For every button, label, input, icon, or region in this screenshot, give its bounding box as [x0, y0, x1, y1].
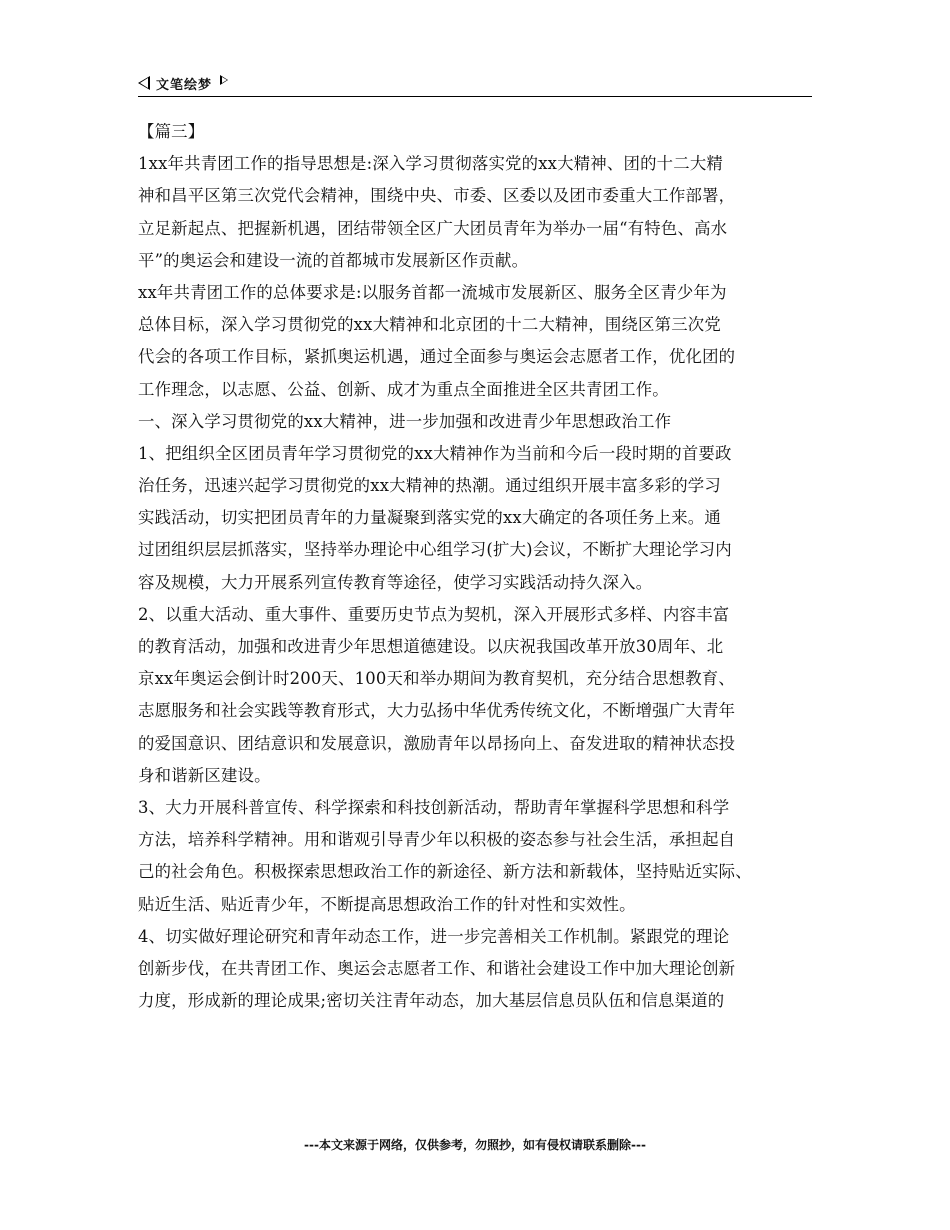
- text-line: 的爱国意识、团结意识和发展意识，激励青年以昂扬向上、奋发进取的精神状态投: [138, 733, 736, 753]
- text-line: 1xx年共青团工作的指导思想是:深入学习贯彻落实党的xx大精神、团的十二大精: [138, 154, 724, 174]
- text-line: 京xx年奥运会倒计时200天、100天和举办期间为教育契机，充分结合思想教育、: [138, 669, 735, 689]
- text-line: 工作理念，以志愿、公益、创新、成才为重点全面推进全区共青团工作。: [138, 379, 669, 399]
- text-line: 志愿服务和社会实践等教育形式，大力弘扬中华优秀传统文化，不断增强广大青年: [138, 701, 736, 721]
- text-line: 代会的各项工作目标，紧抓奥运机遇，通过全面参与奥运会志愿者工作，优化团的: [138, 347, 736, 367]
- text-line: 总体目标，深入学习贯彻党的xx大精神和北京团的十二大精神，围绕区第三次党: [138, 315, 721, 335]
- text-line: 方法，培养科学精神。用和谐观引导青少年以积极的姿态参与社会生活，承担起自: [138, 830, 736, 850]
- text-line: 2、以重大活动、重大事件、重要历史节点为契机，深入开展形式多样、内容丰富: [138, 604, 730, 624]
- text-line: 贴近生活、贴近青少年，不断提高思想政治工作的针对性和实效性。: [138, 894, 636, 914]
- text-line: 3、大力开展科普宣传、科学探索和科技创新活动，帮助青年掌握科学思想和科学: [138, 797, 730, 817]
- page-footer: ---本文来源于网络，仅供参考，勿照抄，如有侵权请联系删除---: [304, 1138, 646, 1152]
- text-line: 的教育活动，加强和改进青少年思想道德建设。以庆祝我国改革开放30周年、北: [138, 637, 724, 656]
- text-line: 1、把组织全区团员青年学习贯彻党的xx大精神作为当前和今后一段时期的首要政: [138, 443, 732, 463]
- text-line: 身和谐新区建设。: [138, 765, 271, 785]
- header-brand: [138, 72, 228, 94]
- text-line: 力度，形成新的理论成果;密切关注青年动态，加大基层信息员队伍和信息渠道的: [138, 991, 725, 1011]
- text-line: 立足新起点、把握新机遇，团结带领全区广大团员青年为举办一届“有特色、高水: [138, 218, 728, 238]
- text-line: xx年共青团工作的总体要求是:以服务首都一流城市发展新区、服务全区青少年为: [138, 282, 727, 302]
- page-header: [138, 72, 812, 97]
- text-line: 【篇三】: [138, 122, 205, 141]
- text-line: 过团组织层层抓落实，坚持举办理论中心组学习(扩大)会议，不断扩大理论学习内: [138, 540, 732, 560]
- text-line: 4、切实做好理论研究和青年动态工作，进一步完善相关工作机制。紧跟党的理论: [138, 926, 730, 946]
- text-line: 平”的奥运会和建设一流的首都城市发展新区作贡献。: [138, 250, 529, 270]
- text-line: 己的社会角色。积极探索思想政治工作的新途径、新方法和新载体，坚持贴近实际、: [138, 862, 752, 882]
- text-line: 创新步伐，在共青团工作、奥运会志愿者工作、和谐社会建设工作中加大理论创新: [138, 958, 736, 978]
- triangle-right-icon: [220, 75, 228, 85]
- document-body: [138, 116, 828, 1017]
- text-line: 一、深入学习贯彻党的xx大精神，进一步加强和改进青少年思想政治工作: [138, 411, 672, 431]
- text-line: 实践活动，切实把团员青年的力量凝聚到落实党的xx大确定的各项任务上来。通: [138, 508, 721, 528]
- triangle-left-icon: [138, 76, 150, 90]
- text-line: 容及规模，大力开展系列宣传教育等途径，使学习实践活动持久深入。: [138, 572, 653, 592]
- text-line: 治任务，迅速兴起学习贯彻党的xx大精神的热潮。通过组织开展丰富多彩的学习: [138, 476, 721, 496]
- header-title: 文笔绘梦: [156, 77, 213, 93]
- text-line: 神和昌平区第三次党代会精神，围绕中央、市委、区委以及团市委重大工作部署，: [138, 186, 736, 206]
